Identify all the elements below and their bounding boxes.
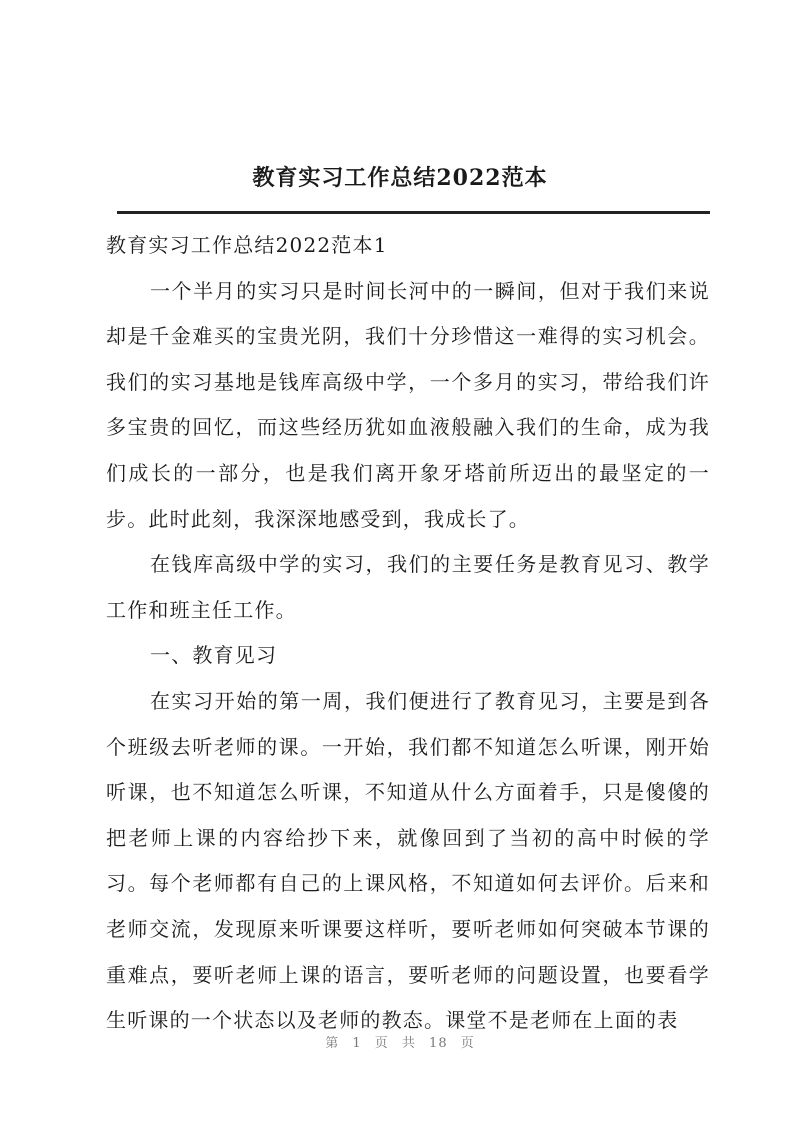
body-paragraph: 在实习开始的第一周，我们便进行了教育见习，主要是到各个班级去听老师的课。一开始，我们都不知道怎么听课，刚开始听课，也不知道怎么听课，不知道从什么方面着手，只是傻傻的把老师上课的内容给抄下来，就像回到了当初的高中时候的学习。每个老师都有自己的上课风格，不知道如何去评价。后来和老师交流，发现原来听课要这样听，要听老师如何突破本节课的重难点，要听老师上课的语言，要听老师的问题设置，也要看学生听课的一个状态以及老师的教态。课堂不是老师在上面的表 — [106, 688, 710, 1033]
section-heading: 教育实习工作总结2022范本1 — [106, 233, 388, 257]
page-footer: 第 1 页 共 18 页 — [325, 1036, 475, 1051]
body-paragraph: 在钱库高级中学的实习，我们的主要任务是教育见习、教学工作和班主任工作。 — [106, 552, 710, 622]
body-paragraph: 一个半月的实习只是时间长河中的一瞬间，但对于我们来说却是千金难买的宝贵光阴，我们十分珍惜这一难得的实习机会。我们的实习基地是钱库高级中学，一个多月的实习，带给我们许多宝贵的回忆，而这些经历犹如血液般融入我们的生命，成为我们成长的一部分，也是我们离开象牙塔前所迈出的最坚定的一步。此时此刻，我深深地感受到，我成长了。 — [106, 278, 710, 531]
document-title: 教育实习工作总结2022范本 — [252, 165, 548, 191]
title-divider — [117, 211, 710, 214]
subsection-heading: 一、教育见习 — [150, 643, 278, 668]
document-body — [106, 223, 710, 1044]
